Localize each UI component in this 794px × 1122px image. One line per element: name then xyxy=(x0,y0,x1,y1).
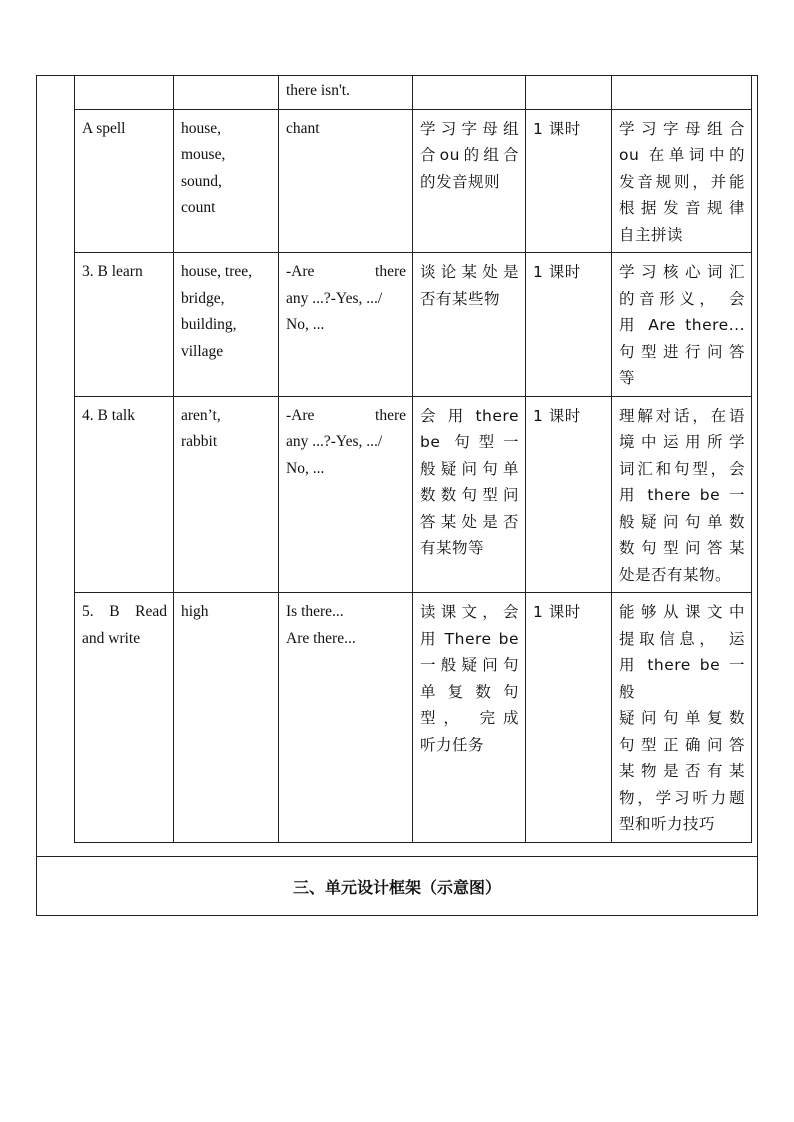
hours-cell xyxy=(526,109,612,253)
cell-line: 合ou的组合 xyxy=(420,146,519,164)
cell-line: 听力任务 xyxy=(420,735,485,754)
hours-cell xyxy=(526,593,612,843)
cell-line: 的音形义， 会 xyxy=(619,289,745,308)
cell-line: 单复数句 xyxy=(420,682,519,701)
cell-line: 理解对话，在语 xyxy=(619,406,745,425)
cell-line: A spell xyxy=(82,119,126,137)
cell-line: 1 课时 xyxy=(533,119,581,138)
cell-line: 用 Are there... xyxy=(619,316,745,334)
table-row xyxy=(75,396,752,593)
cell-line: 数句型问答某 xyxy=(619,539,745,557)
cell-line: 3. B learn xyxy=(82,263,143,280)
cell-line: 学习字母组 xyxy=(420,119,519,138)
table-row xyxy=(75,593,752,843)
cell-line: sound, xyxy=(181,172,222,190)
cell-line: 般疑问句单 xyxy=(420,459,519,478)
goals-cell xyxy=(612,109,752,253)
goals-cell xyxy=(612,253,752,397)
hours-cell xyxy=(526,396,612,593)
goals-cell xyxy=(612,76,752,110)
cell-line: 处是否有某物。 xyxy=(619,565,732,584)
cell-line: building, xyxy=(181,316,237,333)
goals-cell xyxy=(612,593,752,843)
cell-line: 1 课时 xyxy=(533,406,581,425)
lesson-cell xyxy=(75,593,174,843)
sentences-cell xyxy=(279,593,413,843)
lesson-cell xyxy=(75,76,174,110)
cell-line: 发音规则，并能 xyxy=(619,172,745,191)
cell-line: 般疑问句单数 xyxy=(619,512,745,531)
cell-line: 读课文，会 xyxy=(420,603,519,621)
cell-line: be 句型一 xyxy=(420,433,519,451)
cell-line: any ...?-Yes, .../ xyxy=(286,289,383,307)
lesson-cell xyxy=(75,396,174,593)
cell-line: any ...?-Yes, .../ xyxy=(286,433,383,450)
cell-line: 5. B Read xyxy=(82,603,167,620)
sentences-cell xyxy=(279,253,413,397)
cell-line: 某物是否有某 xyxy=(619,762,745,780)
cell-line: 有某物等 xyxy=(420,539,485,557)
cell-line: 型和听力技巧 xyxy=(619,815,716,833)
cell-line: count xyxy=(181,199,216,216)
words-cell xyxy=(174,593,279,843)
cell-line: 疑问句单复数 xyxy=(619,709,745,727)
cell-line: 句型进行问答 xyxy=(619,342,745,361)
cell-line: 根据发音规律 xyxy=(619,199,745,217)
cell-line: 提取信息， 运 xyxy=(619,629,745,648)
cell-line: village xyxy=(181,342,224,360)
cell-line: 境中运用所学 xyxy=(619,433,745,451)
function-cell xyxy=(413,396,526,593)
table-row xyxy=(75,253,752,397)
cell-line: Are there... xyxy=(286,629,356,647)
cell-line: 用 There be xyxy=(420,629,519,648)
cell-line: 能够从课文中 xyxy=(619,603,745,621)
cell-line: chant xyxy=(286,119,320,137)
cell-line: 用 there be 一 xyxy=(619,486,745,504)
cell-line: mouse, xyxy=(181,146,226,163)
cell-line: -Are there xyxy=(286,263,406,280)
cell-line: 句型正确问答 xyxy=(619,735,745,754)
lesson-plan-table xyxy=(74,75,752,843)
goals-cell xyxy=(612,396,752,593)
cell-line: 型， 完成 xyxy=(420,709,519,727)
function-cell xyxy=(413,593,526,843)
cell-line: high xyxy=(181,603,209,620)
cell-line: house, tree, xyxy=(181,263,253,280)
cell-line: No, ... xyxy=(286,316,325,333)
cell-line: 否有某些物 xyxy=(420,289,501,308)
cell-line: 自主拼读 xyxy=(619,225,684,244)
cell-line: ou 在单词中的 xyxy=(619,146,745,164)
cell-line: -Are there xyxy=(286,406,406,424)
cell-line: No, ... xyxy=(286,459,325,477)
cell-line: 学习字母组合 xyxy=(619,119,745,138)
cell-line: 词汇和句型，会 xyxy=(619,459,745,478)
words-cell xyxy=(174,76,279,110)
cell-line: 1 课时 xyxy=(533,603,581,621)
words-cell xyxy=(174,253,279,397)
cell-line: 数数句型问 xyxy=(420,486,519,504)
cell-line: there isn't. xyxy=(286,82,350,99)
cell-line: rabbit xyxy=(181,433,218,450)
cell-line: 等 xyxy=(619,369,636,387)
cell-line: 会 用 there xyxy=(420,406,519,425)
cell-line: 物，学习听力题 xyxy=(619,788,745,807)
cell-line: and write xyxy=(82,629,141,647)
lesson-cell xyxy=(75,253,174,397)
cell-line: 的发音规则 xyxy=(420,172,501,191)
cell-line: 用 there be 一般 xyxy=(619,656,745,701)
table-row xyxy=(75,109,752,253)
function-cell xyxy=(413,109,526,253)
sentences-cell xyxy=(279,76,413,110)
cell-line: 学习核心词汇 xyxy=(619,263,745,281)
lesson-cell xyxy=(75,109,174,253)
cell-line: aren’t, xyxy=(181,406,221,424)
sentences-cell xyxy=(279,396,413,593)
table-row xyxy=(75,76,752,110)
sentences-cell xyxy=(279,109,413,253)
cell-line: Is there... xyxy=(286,603,344,620)
hours-cell xyxy=(526,253,612,397)
function-cell xyxy=(413,253,526,397)
function-cell xyxy=(413,76,526,110)
cell-line: 4. B talk xyxy=(82,406,135,424)
cell-line: 1 课时 xyxy=(533,263,581,281)
cell-line: bridge, xyxy=(181,289,225,307)
words-cell xyxy=(174,109,279,253)
cell-line: 答某处是否 xyxy=(420,512,519,531)
cell-line: 谈论某处是 xyxy=(420,263,519,281)
cell-line: 一般疑问句 xyxy=(420,656,519,674)
section-title: 三、单元设计框架（示意图） xyxy=(292,877,501,897)
hours-cell xyxy=(526,76,612,110)
cell-line: house, xyxy=(181,119,222,137)
words-cell xyxy=(174,396,279,593)
